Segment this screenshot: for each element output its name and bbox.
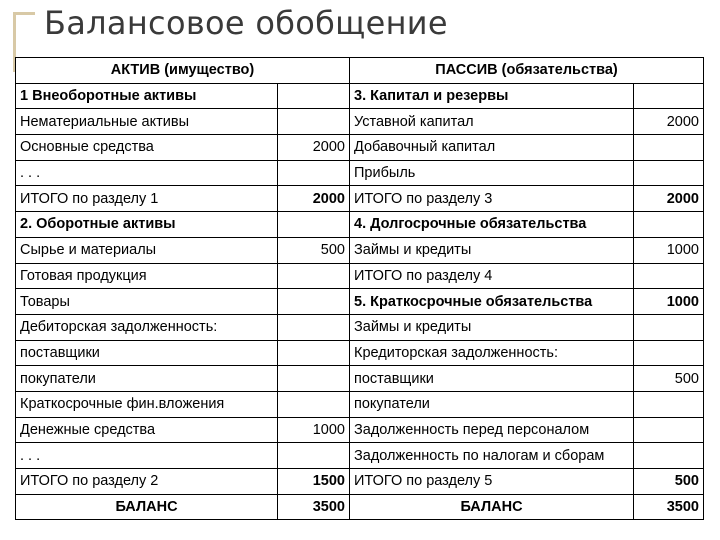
- liability-value: [634, 443, 704, 469]
- liability-label: Задолженность по налогам и сборам: [350, 443, 634, 469]
- table-row: [16, 263, 704, 289]
- liability-label: Прибыль: [350, 160, 634, 186]
- liability-balance-label: БАЛАНС: [350, 494, 634, 520]
- asset-header: АКТИВ (имущество): [16, 58, 350, 84]
- decorative-bracket-top: [13, 12, 35, 15]
- asset-label: покупатели: [16, 366, 278, 392]
- liability-label: Займы и кредиты: [350, 237, 634, 263]
- asset-balance-total: 3500: [278, 494, 350, 520]
- table-row: [16, 314, 704, 340]
- liability-label: 5. Краткосрочные обязательства: [350, 289, 634, 315]
- asset-value: [278, 289, 350, 315]
- table-row: [16, 83, 704, 109]
- asset-balance-label: БАЛАНС: [16, 494, 278, 520]
- liability-value: 1000: [634, 237, 704, 263]
- asset-label: Товары: [16, 289, 278, 315]
- asset-value: [278, 340, 350, 366]
- asset-label: Дебиторская задолженность:: [16, 314, 278, 340]
- liability-label: ИТОГО по разделу 4: [350, 263, 634, 289]
- table-row: [16, 186, 704, 212]
- table-row: [16, 469, 704, 495]
- liability-value: [634, 135, 704, 161]
- liability-value: [634, 417, 704, 443]
- liability-value: 1000: [634, 289, 704, 315]
- liability-value: 2000: [634, 109, 704, 135]
- table-row: [16, 417, 704, 443]
- asset-label: . . .: [16, 443, 278, 469]
- liability-label: покупатели: [350, 391, 634, 417]
- asset-value: [278, 160, 350, 186]
- asset-value: 1000: [278, 417, 350, 443]
- table-row: [16, 237, 704, 263]
- header-row: [16, 58, 704, 84]
- liability-label: 4. Долгосрочные обязательства: [350, 212, 634, 238]
- table-row: [16, 391, 704, 417]
- liability-label: Кредиторская задолженность:: [350, 340, 634, 366]
- table-row: [16, 443, 704, 469]
- asset-value: [278, 263, 350, 289]
- liability-value: 500: [634, 469, 704, 495]
- asset-value: 2000: [278, 186, 350, 212]
- asset-value: [278, 366, 350, 392]
- liability-value: [634, 212, 704, 238]
- liability-label: Уставной капитал: [350, 109, 634, 135]
- table-row: [16, 366, 704, 392]
- table-row: [16, 135, 704, 161]
- liability-label: ИТОГО по разделу 3: [350, 186, 634, 212]
- asset-label: Краткосрочные фин.вложения: [16, 391, 278, 417]
- asset-label: поставщики: [16, 340, 278, 366]
- liability-label: Задолженность перед персоналом: [350, 417, 634, 443]
- table-row: [16, 109, 704, 135]
- asset-label: Сырье и материалы: [16, 237, 278, 263]
- balance-table: [15, 57, 704, 520]
- asset-value: [278, 391, 350, 417]
- asset-value: [278, 314, 350, 340]
- liability-label: поставщики: [350, 366, 634, 392]
- liability-balance-total: 3500: [634, 494, 704, 520]
- liability-value: [634, 391, 704, 417]
- asset-label: Нематериальные активы: [16, 109, 278, 135]
- table-row: [16, 212, 704, 238]
- liability-value: [634, 263, 704, 289]
- asset-value: 1500: [278, 469, 350, 495]
- asset-value: 500: [278, 237, 350, 263]
- liability-label: Займы и кредиты: [350, 314, 634, 340]
- asset-label: Денежные средства: [16, 417, 278, 443]
- asset-value: 2000: [278, 135, 350, 161]
- asset-value: [278, 83, 350, 109]
- liability-label: 3. Капитал и резервы: [350, 83, 634, 109]
- liability-value: [634, 340, 704, 366]
- liability-value: 2000: [634, 186, 704, 212]
- asset-label: . . .: [16, 160, 278, 186]
- liability-value: [634, 160, 704, 186]
- liability-label: Добавочный капитал: [350, 135, 634, 161]
- liability-value: [634, 83, 704, 109]
- balance-total-row: [16, 494, 704, 520]
- asset-label: ИТОГО по разделу 2: [16, 469, 278, 495]
- liability-value: [634, 314, 704, 340]
- table-row: [16, 160, 704, 186]
- asset-value: [278, 443, 350, 469]
- table-row: [16, 340, 704, 366]
- asset-label: 2. Оборотные активы: [16, 212, 278, 238]
- asset-value: [278, 109, 350, 135]
- liability-value: 500: [634, 366, 704, 392]
- page-title: Балансовое обобщение: [44, 4, 448, 42]
- liability-label: ИТОГО по разделу 5: [350, 469, 634, 495]
- asset-label: Основные средства: [16, 135, 278, 161]
- liability-header: ПАССИВ (обязательства): [350, 58, 704, 84]
- asset-label: ИТОГО по разделу 1: [16, 186, 278, 212]
- asset-label: 1 Внеоборотные активы: [16, 83, 278, 109]
- asset-label: Готовая продукция: [16, 263, 278, 289]
- table-row: [16, 289, 704, 315]
- asset-value: [278, 212, 350, 238]
